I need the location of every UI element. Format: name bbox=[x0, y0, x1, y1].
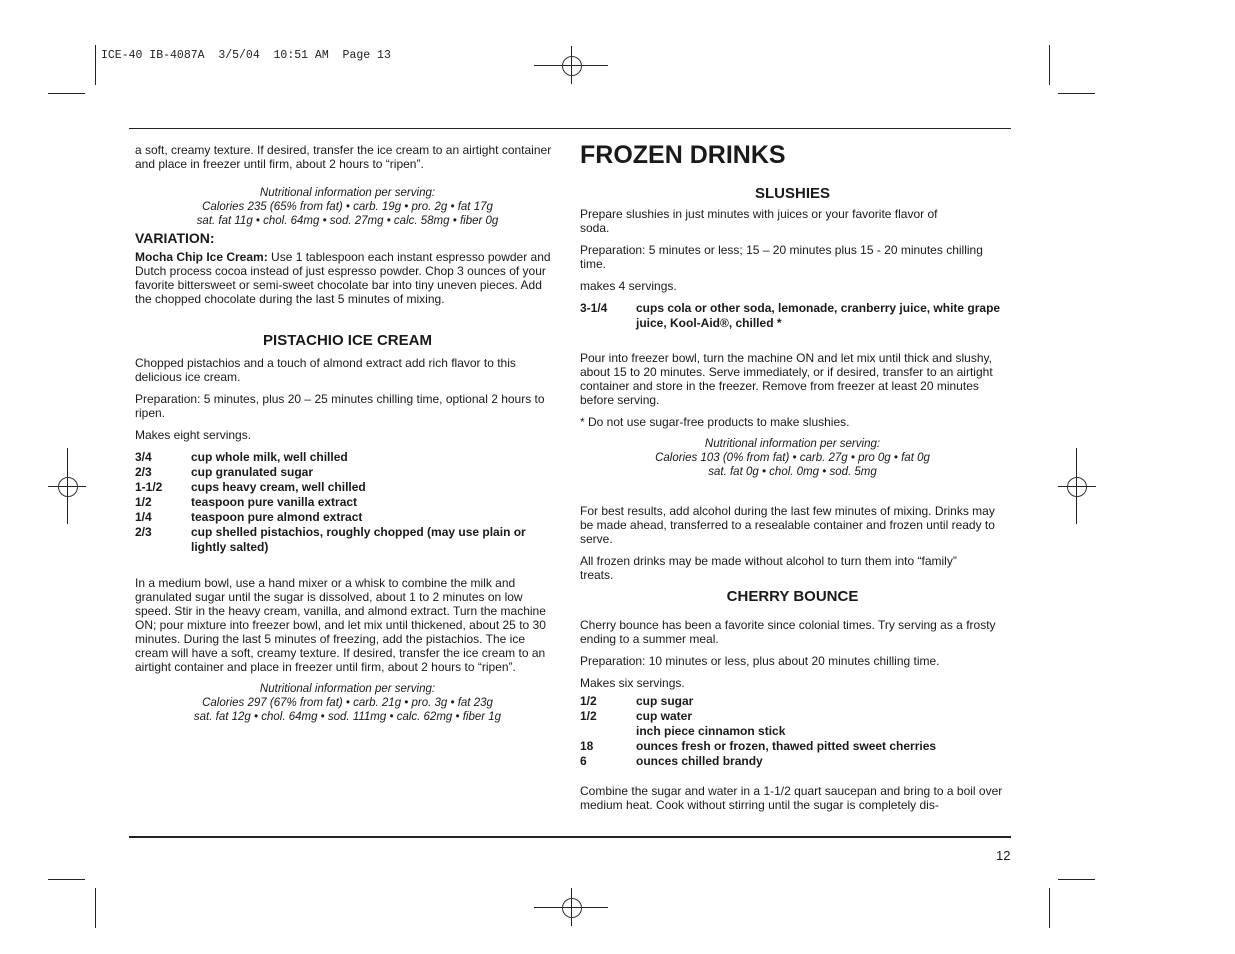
variation-body: Use 1 tablespoon each instant espresso powder and Dutch process cocoa instead of just espresso powder. Chop 3 ounces of your favorite bittersweet or semi-sweet chocolate bar into tiny uneven pieces. Add the chopped chocolate during the last 5 minutes of mixing. bbox=[135, 250, 551, 306]
pistachio-ingredients bbox=[135, 450, 560, 555]
ingredient-row: 1-1/2 cups heavy cream, well chilled bbox=[135, 480, 366, 494]
cherry-heading: CHERRY BOUNCE bbox=[726, 588, 859, 605]
cherry-description: Cherry bounce has been a favorite since colonial times. Try serving as a frosty ending to a summer meal. bbox=[580, 618, 996, 646]
page-number: 12 bbox=[996, 848, 1011, 863]
nutrition-label: Nutritional information per serving: bbox=[259, 683, 436, 695]
crop-mark bbox=[1049, 45, 1050, 85]
nutrition-line: sat. fat 12g • chol. 64mg • sod. 111mg • calc. 62mg • fiber 1g bbox=[193, 711, 502, 723]
ingredient-row: 1/2 teaspoon pure vanilla extract bbox=[135, 495, 358, 509]
pistachio-description: Chopped pistachios and a touch of almond extract add rich flavor to this delicious ice cream. bbox=[135, 356, 516, 384]
slushies-description: Prepare slushies in just minutes with juices or your favorite flavor of soda. bbox=[580, 207, 938, 235]
nutrition-line: Calories 103 (0% from fat) • carb. 27g • pro 0g • fat 0g bbox=[655, 452, 930, 464]
cherry-yield: Makes six servings. bbox=[580, 676, 685, 690]
slushies-heading: SLUSHIES bbox=[754, 185, 830, 202]
ingredient-row: 1/2 cup sugar bbox=[580, 694, 694, 708]
nutrition-line: Calories 235 (65% from fat) • carb. 19g • pro. 2g • fat 17g bbox=[202, 201, 493, 213]
ingredient-row: inch piece cinnamon stick bbox=[636, 724, 786, 738]
variation-text bbox=[135, 250, 560, 306]
variation-name: Mocha Chip Ice Cream: bbox=[135, 250, 268, 264]
intro-text: a soft, creamy texture. If desired, transfer the ice cream to an airtight container and place in freezer until firm, about 2 hours to “ripen”. bbox=[135, 143, 552, 171]
slushies-note: * Do not use sugar-free products to make slushies. bbox=[580, 415, 850, 429]
nutrition-label: Nutritional information per serving: bbox=[704, 438, 881, 450]
pistachio-heading: PISTACHIO ICE CREAM bbox=[263, 332, 432, 349]
nutrition-line: sat. fat 0g • chol. 0mg • sod. 5mg bbox=[708, 466, 877, 478]
cherry-prep: Preparation: 10 minutes or less, plus about 20 minutes chilling time. bbox=[580, 654, 940, 668]
crop-mark bbox=[95, 888, 96, 928]
family-tip: All frozen drinks may be made without alcohol to turn them into “family” treats. bbox=[580, 554, 957, 582]
print-slug: ICE-40 IB-4087A 3/5/04 10:51 AM Page 13 bbox=[101, 49, 391, 62]
crop-mark bbox=[1049, 888, 1050, 928]
variation-heading: VARIATION: bbox=[135, 230, 215, 246]
ingredient-row: 3-1/4 cups cola or other soda, lemonade, cranberry juice, white grape juice, Kool-Aid®, chilled * bbox=[580, 301, 1001, 330]
ingredient-row: 2/3 cup granulated sugar bbox=[135, 465, 314, 479]
page-title: FROZEN DRINKS bbox=[580, 141, 786, 169]
crop-mark bbox=[48, 879, 85, 880]
nutrition-line: Calories 297 (67% from fat) • carb. 21g • pro. 3g • fat 23g bbox=[202, 697, 493, 709]
ingredient-row: 6 ounces chilled brandy bbox=[580, 754, 763, 768]
slushies-yield: makes 4 servings. bbox=[580, 279, 677, 293]
crop-mark bbox=[1058, 93, 1095, 94]
left-column bbox=[135, 143, 560, 724]
ingredient-row: 3/4 cup whole milk, well chilled bbox=[135, 450, 348, 464]
nutrition-label: Nutritional information per serving: bbox=[259, 187, 436, 199]
bottom-rule bbox=[129, 836, 1011, 838]
ingredient-row: 1/4 teaspoon pure almond extract bbox=[135, 510, 363, 524]
cherry-ingredients bbox=[580, 694, 1005, 769]
slushies-prep: Preparation: 5 minutes or less; 15 – 20 minutes plus 15 - 20 minutes chilling time. bbox=[580, 243, 983, 271]
ingredient-row: 2/3 cup shelled pistachios, roughly chopped (may use plain or lightly salted) bbox=[135, 525, 526, 554]
pistachio-method: In a medium bowl, use a hand mixer or a whisk to combine the milk and granulated sugar until the sugar is dissolved, about 1 to 2 minutes on low speed. Stir in the heavy cream, vanilla, and almond extract. Turn the machine ON; pour mixture into freezer bowl, and let mix until thickened, about 25 to 30 minutes. During the last 5 minutes of freezing, add the pistachios. The ice cream will have a soft, creamy texture. If desired, transfer the ice cream to an airtight container and place in freezer until firm, about 2 hours to “ripen”. bbox=[135, 576, 546, 674]
ingredient-row: 18 ounces fresh or frozen, thawed pitted sweet cherries bbox=[580, 739, 937, 753]
crop-mark bbox=[95, 45, 96, 85]
crop-mark bbox=[48, 93, 85, 94]
cherry-method: Combine the sugar and water in a 1-1/2 quart saucepan and bring to a boil over medium heat. Cook without stirring until the sugar is completely dis- bbox=[580, 784, 1003, 812]
pistachio-yield: Makes eight servings. bbox=[135, 428, 252, 442]
right-column bbox=[580, 141, 1005, 812]
nutrition-line: sat. fat 11g • chol. 64mg • sod. 27mg • calc. 58mg • fiber 0g bbox=[196, 215, 499, 227]
ingredient-row: 1/2 cup water bbox=[580, 709, 693, 723]
alcohol-tip: For best results, add alcohol during the last few minutes of mixing. Drinks may be made ahead, transferred to a resealable container and frozen until ready to serve. bbox=[580, 504, 995, 546]
crop-mark bbox=[1058, 879, 1095, 880]
slushies-ingredients bbox=[580, 301, 1005, 331]
pistachio-prep: Preparation: 5 minutes, plus 20 – 25 minutes chilling time, optional 2 hours to ripen. bbox=[135, 392, 545, 420]
slushies-method: Pour into freezer bowl, turn the machine ON and let mix until thick and slushy, about 15 to 20 minutes. Serve immediately, or if desired, transfer to an airtight container and store in the freezer. Remove from freezer at least 20 minutes before serving. bbox=[580, 351, 993, 407]
top-rule bbox=[129, 128, 1011, 129]
